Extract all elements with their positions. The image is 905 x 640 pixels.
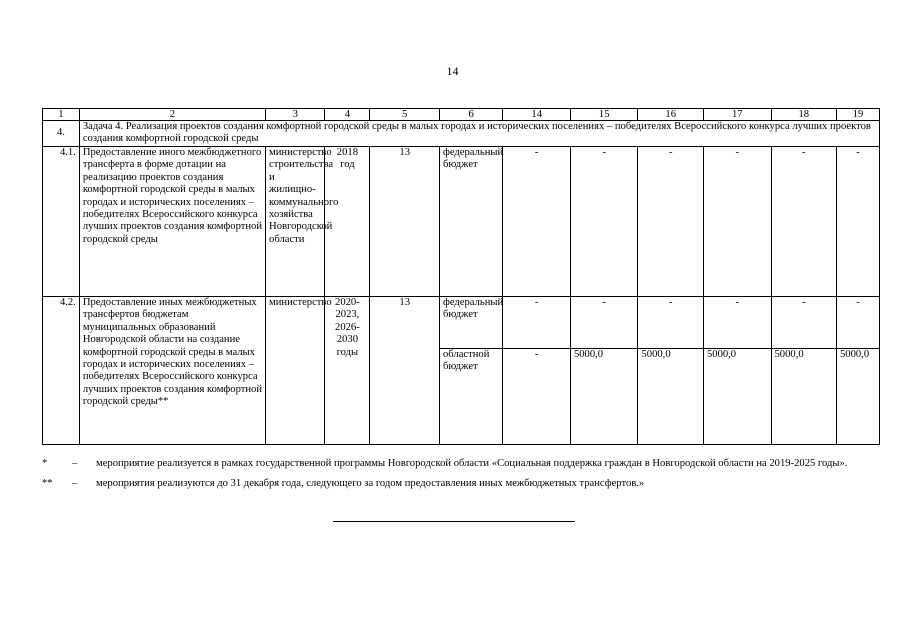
footnote-mark: * bbox=[42, 458, 48, 469]
footnote-dash: – bbox=[72, 478, 78, 490]
task-number: 4. bbox=[43, 121, 80, 147]
executor: министерство строительства и жилищно-коммунального хозяйства Новгородской области bbox=[266, 147, 325, 297]
header-cell: 5 bbox=[370, 109, 440, 121]
target-indicator: 13 bbox=[370, 147, 440, 297]
header-cell: 6 bbox=[439, 109, 502, 121]
header-row bbox=[43, 109, 880, 121]
funding-source: федеральный бюджет bbox=[439, 147, 502, 297]
period: 2018 год bbox=[325, 147, 370, 297]
value-cell: - bbox=[503, 147, 571, 297]
row-number: 4.1. bbox=[43, 147, 80, 297]
closing-rule bbox=[333, 521, 575, 522]
footnotes bbox=[42, 458, 880, 499]
value-cell: 5000,0 bbox=[703, 349, 771, 445]
value-cell: - bbox=[570, 297, 638, 349]
period: 2020-2023, 2026-2030 годы bbox=[325, 297, 370, 445]
measure-name: Предоставление иных межбюджетных трансфертов бюджетам муниципальных образований Новгородской области на создание комфортной городской среды в малых городах и исторических поселениях – победителях Всероссийского конкурса лучших проектов создания комфортной городской среды** bbox=[79, 297, 265, 445]
value-cell: - bbox=[771, 297, 836, 349]
footnote-text: мероприятие реализуется в рамках государственной программы Новгородской области «Социальная поддержка граждан в Новгородской области на 2019-2025 годы». bbox=[96, 458, 848, 469]
value-cell: 5000,0 bbox=[570, 349, 638, 445]
task-row bbox=[43, 121, 880, 147]
program-table bbox=[42, 108, 880, 445]
header-cell: 2 bbox=[79, 109, 265, 121]
header-cell: 18 bbox=[771, 109, 836, 121]
value-cell: - bbox=[836, 297, 879, 349]
footnote-dash: – bbox=[72, 458, 78, 469]
footnote bbox=[42, 458, 880, 470]
header-cell: 4 bbox=[325, 109, 370, 121]
value-cell: - bbox=[836, 147, 879, 297]
footnote-mark: ** bbox=[42, 478, 53, 490]
value-cell: 5000,0 bbox=[638, 349, 703, 445]
header-cell: 16 bbox=[638, 109, 703, 121]
executor: министерство bbox=[266, 297, 325, 445]
header-cell: 19 bbox=[836, 109, 879, 121]
funding-source: областной бюджет bbox=[439, 349, 502, 445]
footnote-text: мероприятия реализуются до 31 декабря года, следующего за годом предоставления иных межбюджетных трансфертов.» bbox=[96, 478, 645, 490]
value-cell: - bbox=[503, 297, 571, 349]
value-cell: - bbox=[703, 147, 771, 297]
page-number: 14 bbox=[446, 64, 459, 78]
header-cell: 15 bbox=[570, 109, 638, 121]
value-cell: 5000,0 bbox=[771, 349, 836, 445]
target-indicator: 13 bbox=[370, 297, 440, 445]
value-cell: 5000,0 bbox=[836, 349, 879, 445]
funding-source: федеральный бюджет bbox=[439, 297, 502, 349]
footnote bbox=[42, 478, 880, 490]
value-cell: - bbox=[703, 297, 771, 349]
row-number: 4.2. bbox=[43, 297, 80, 445]
value-cell: - bbox=[570, 147, 638, 297]
table-row bbox=[43, 147, 880, 297]
table-row bbox=[43, 297, 880, 349]
task-text: Задача 4. Реализация проектов создания комфортной городской среды в малых городах и исторических поселениях – победителях Всероссийского конкурса лучших проектов создания комфортной городской среды bbox=[79, 121, 879, 147]
header-cell: 14 bbox=[503, 109, 571, 121]
value-cell: - bbox=[771, 147, 836, 297]
header-cell: 17 bbox=[703, 109, 771, 121]
measure-name: Предоставление иного межбюджетного трансферта в форме дотации на реализацию проектов создания комфортной городской среды в малых городах и исторических поселениях – победителях Всероссийского конкурса лучших проектов создания комфортной городской среды bbox=[79, 147, 265, 297]
value-cell: - bbox=[503, 349, 571, 445]
value-cell: - bbox=[638, 147, 703, 297]
header-cell: 1 bbox=[43, 109, 80, 121]
value-cell: - bbox=[638, 297, 703, 349]
header-cell: 3 bbox=[266, 109, 325, 121]
